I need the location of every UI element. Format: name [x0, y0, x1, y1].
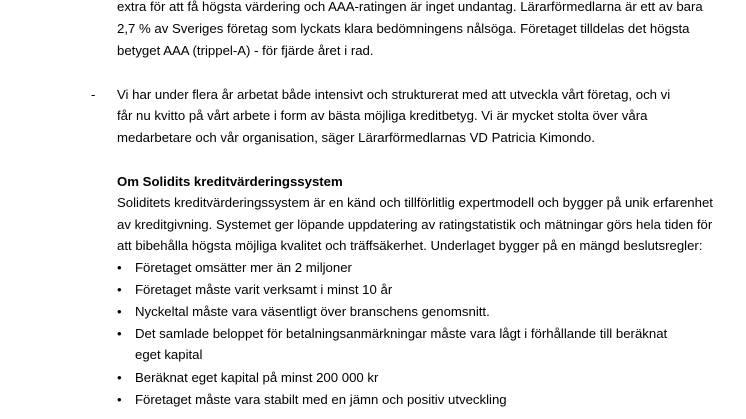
intro-line: betyget AAA (trippel-A) - för fjärde året i rad. — [117, 43, 374, 58]
list-item: Beräknat eget kapital på minst 200 000 kr — [135, 370, 379, 385]
section-line: Soliditets kreditvärderingssystem är en känd och tillförlitlig expertmodell och bygger på unik erfarenhet — [117, 195, 713, 210]
quote-line: får nu kvitto på vårt arbete i form av bästa möjliga kreditbetyg. Vi är mycket stolta över våra — [117, 108, 648, 123]
quote-line: medarbetare och vår organisation, säger Lärarförmedlarnas VD Patricia Kimondo. — [117, 130, 595, 145]
bullet-marker: • — [117, 282, 122, 297]
intro-line: 2,7 % av Sveriges företag som lyckats klara bedömningens nålsöga. Företaget tilldelas det högsta — [117, 21, 690, 36]
intro-line: extra för att få högsta värdering och AAA-ratingen är inget undantag. Lärarförmedlarna är ett av bara — [117, 0, 703, 14]
section-heading: Om Solidits kreditvärderingssystem — [117, 174, 343, 189]
section-line: av kreditgivning. Systemet ger löpande uppdatering av ratingstatistik och mätningar görs hela tiden för — [117, 217, 713, 232]
list-item: Företaget måste varit verksamt i minst 10 år — [135, 282, 393, 297]
list-item: Företaget omsätter mer än 2 miljoner — [135, 260, 352, 275]
quote-dash-marker: - — [91, 87, 96, 102]
bullet-marker: • — [117, 392, 122, 407]
list-item: Nyckeltal måste vara väsentligt över branschens genomsnitt. — [135, 304, 490, 319]
bullet-marker: • — [117, 260, 122, 275]
quote-line: Vi har under flera år arbetat både intensivt och strukturerat med att utveckla vårt företag, och vi — [117, 87, 671, 102]
section-line: att bibehålla högsta möjliga kvalitet och träffsäkerhet. Underlaget bygger på en mängd beslutsregler: — [117, 238, 703, 253]
bullet-marker: • — [117, 326, 122, 341]
bullet-marker: • — [117, 370, 122, 385]
list-item-continuation: eget kapital — [135, 347, 203, 362]
list-item: Företaget måste vara stabilt med en jämn och positiv utveckling — [135, 392, 507, 407]
bullet-marker: • — [117, 304, 122, 319]
list-item: Det samlade beloppet för betalningsanmärkningar måste vara lågt i förhållande till beräknat — [135, 326, 668, 341]
